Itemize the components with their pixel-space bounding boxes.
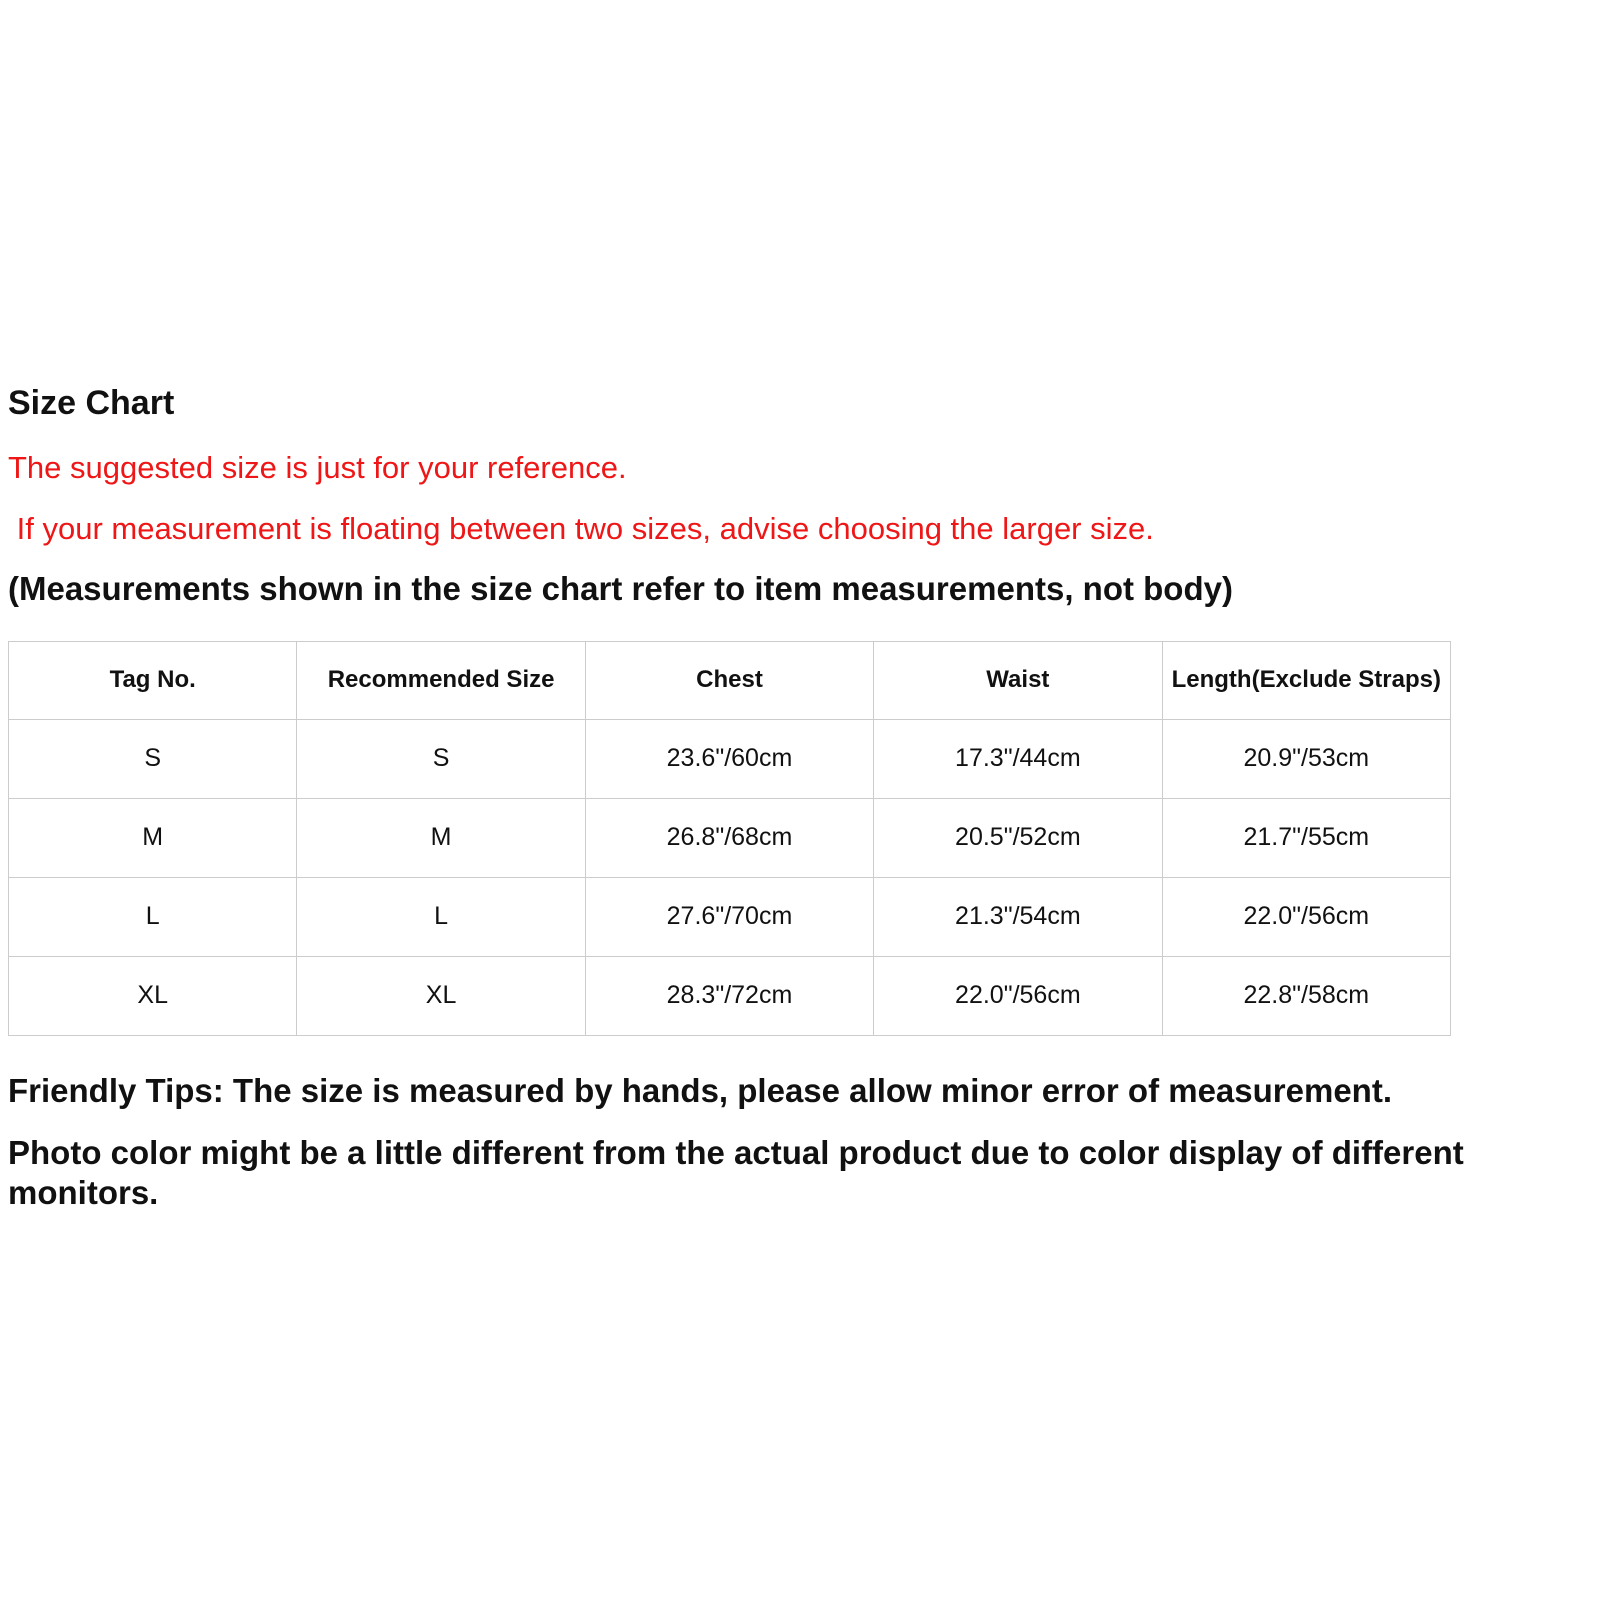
table-row-l: [9, 877, 1451, 956]
table-cell: 22.0"/56cm: [1162, 877, 1450, 956]
table-row-m: [9, 798, 1451, 877]
sizing-advice-note: If your measurement is floating between two sizes, advise choosing the larger size.: [8, 511, 1154, 546]
table-cell: S: [9, 719, 297, 798]
table-cell: 26.8"/68cm: [585, 798, 873, 877]
size-chart-table: [8, 641, 1451, 1036]
measurement-disclaimer: (Measurements shown in the size chart refer to item measurements, not body): [8, 570, 1233, 607]
table-cell: 28.3"/72cm: [585, 956, 873, 1035]
table-row-s: [9, 719, 1451, 798]
photo-color-note: Photo color might be a little different from the actual product due to color display of different monitors.: [8, 1133, 1464, 1211]
table-cell: L: [9, 877, 297, 956]
header-length: Length(Exclude Straps): [1162, 641, 1450, 719]
table-cell: 21.7"/55cm: [1162, 798, 1450, 877]
friendly-tips-note: Friendly Tips: The size is measured by hands, please allow minor error of measurement.: [8, 1071, 1392, 1109]
header-chest: Chest: [585, 641, 873, 719]
page-title: Size Chart: [8, 384, 175, 422]
table-cell: M: [297, 798, 585, 877]
table-cell: 27.6"/70cm: [585, 877, 873, 956]
table-cell: XL: [9, 956, 297, 1035]
table-cell: 21.3"/54cm: [874, 877, 1162, 956]
table-row-xl: [9, 956, 1451, 1035]
table-cell: XL: [297, 956, 585, 1035]
table-cell: L: [297, 877, 585, 956]
table-cell: 20.5"/52cm: [874, 798, 1162, 877]
table-cell: M: [9, 798, 297, 877]
header-recommended-size: Recommended Size: [297, 641, 585, 719]
reference-note: The suggested size is just for your reference.: [8, 450, 627, 485]
header-tag-no: Tag No.: [9, 641, 297, 719]
table-cell: 17.3"/44cm: [874, 719, 1162, 798]
table-cell: S: [297, 719, 585, 798]
table-cell: 22.8"/58cm: [1162, 956, 1450, 1035]
table-cell: 23.6"/60cm: [585, 719, 873, 798]
table-header-row: [9, 641, 1451, 719]
table-cell: 20.9"/53cm: [1162, 719, 1450, 798]
header-waist: Waist: [874, 641, 1162, 719]
table-cell: 22.0"/56cm: [874, 956, 1162, 1035]
